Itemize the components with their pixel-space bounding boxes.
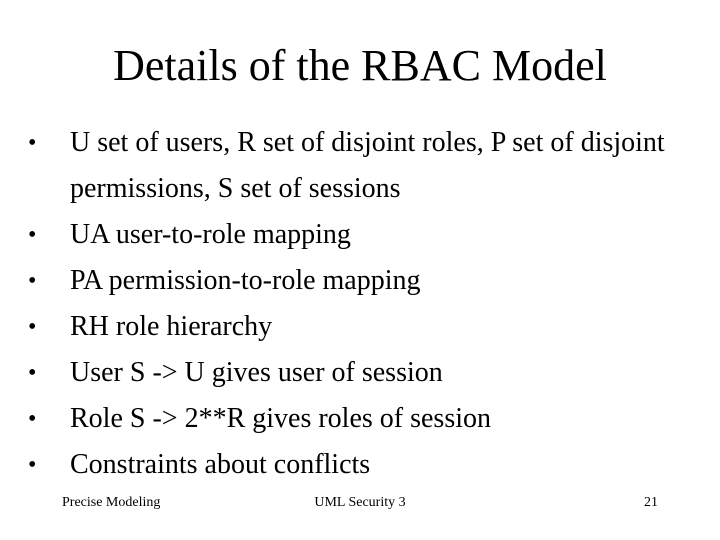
bullet-marker: • <box>28 452 37 478</box>
bullet-text: U set of users, R set of disjoint roles, P set of disjoint permissions, S set of sessions <box>70 127 665 204</box>
bullet-item <box>28 396 688 442</box>
bullet-item <box>28 120 688 212</box>
bullet-text: User S -> U gives user of session <box>70 357 443 388</box>
bullet-marker: • <box>28 314 37 340</box>
bullet-text: PA permission-to-role mapping <box>70 265 421 296</box>
bullet-marker: • <box>28 406 37 432</box>
bullet-item <box>28 304 688 350</box>
bullet-text: RH role hierarchy <box>70 311 273 342</box>
bullet-text: Constraints about conflicts <box>70 449 371 480</box>
bullet-marker: • <box>28 130 37 156</box>
bullet-item <box>28 258 688 304</box>
bullet-marker: • <box>28 268 37 294</box>
page-number: 21 <box>644 495 658 510</box>
bullet-item <box>28 212 688 258</box>
bullet-marker: • <box>28 360 37 386</box>
bullet-text: UA user-to-role mapping <box>70 219 351 250</box>
bullet-list <box>28 120 688 488</box>
footer-left-text: Precise Modeling <box>62 495 161 510</box>
bullet-item <box>28 350 688 396</box>
bullet-item <box>28 442 688 488</box>
footer-center-text: UML Security 3 <box>314 495 406 510</box>
bullet-text: Role S -> 2**R gives roles of session <box>70 403 491 434</box>
bullet-marker: • <box>28 222 37 248</box>
slide-title: Details of the RBAC Model <box>113 41 607 90</box>
